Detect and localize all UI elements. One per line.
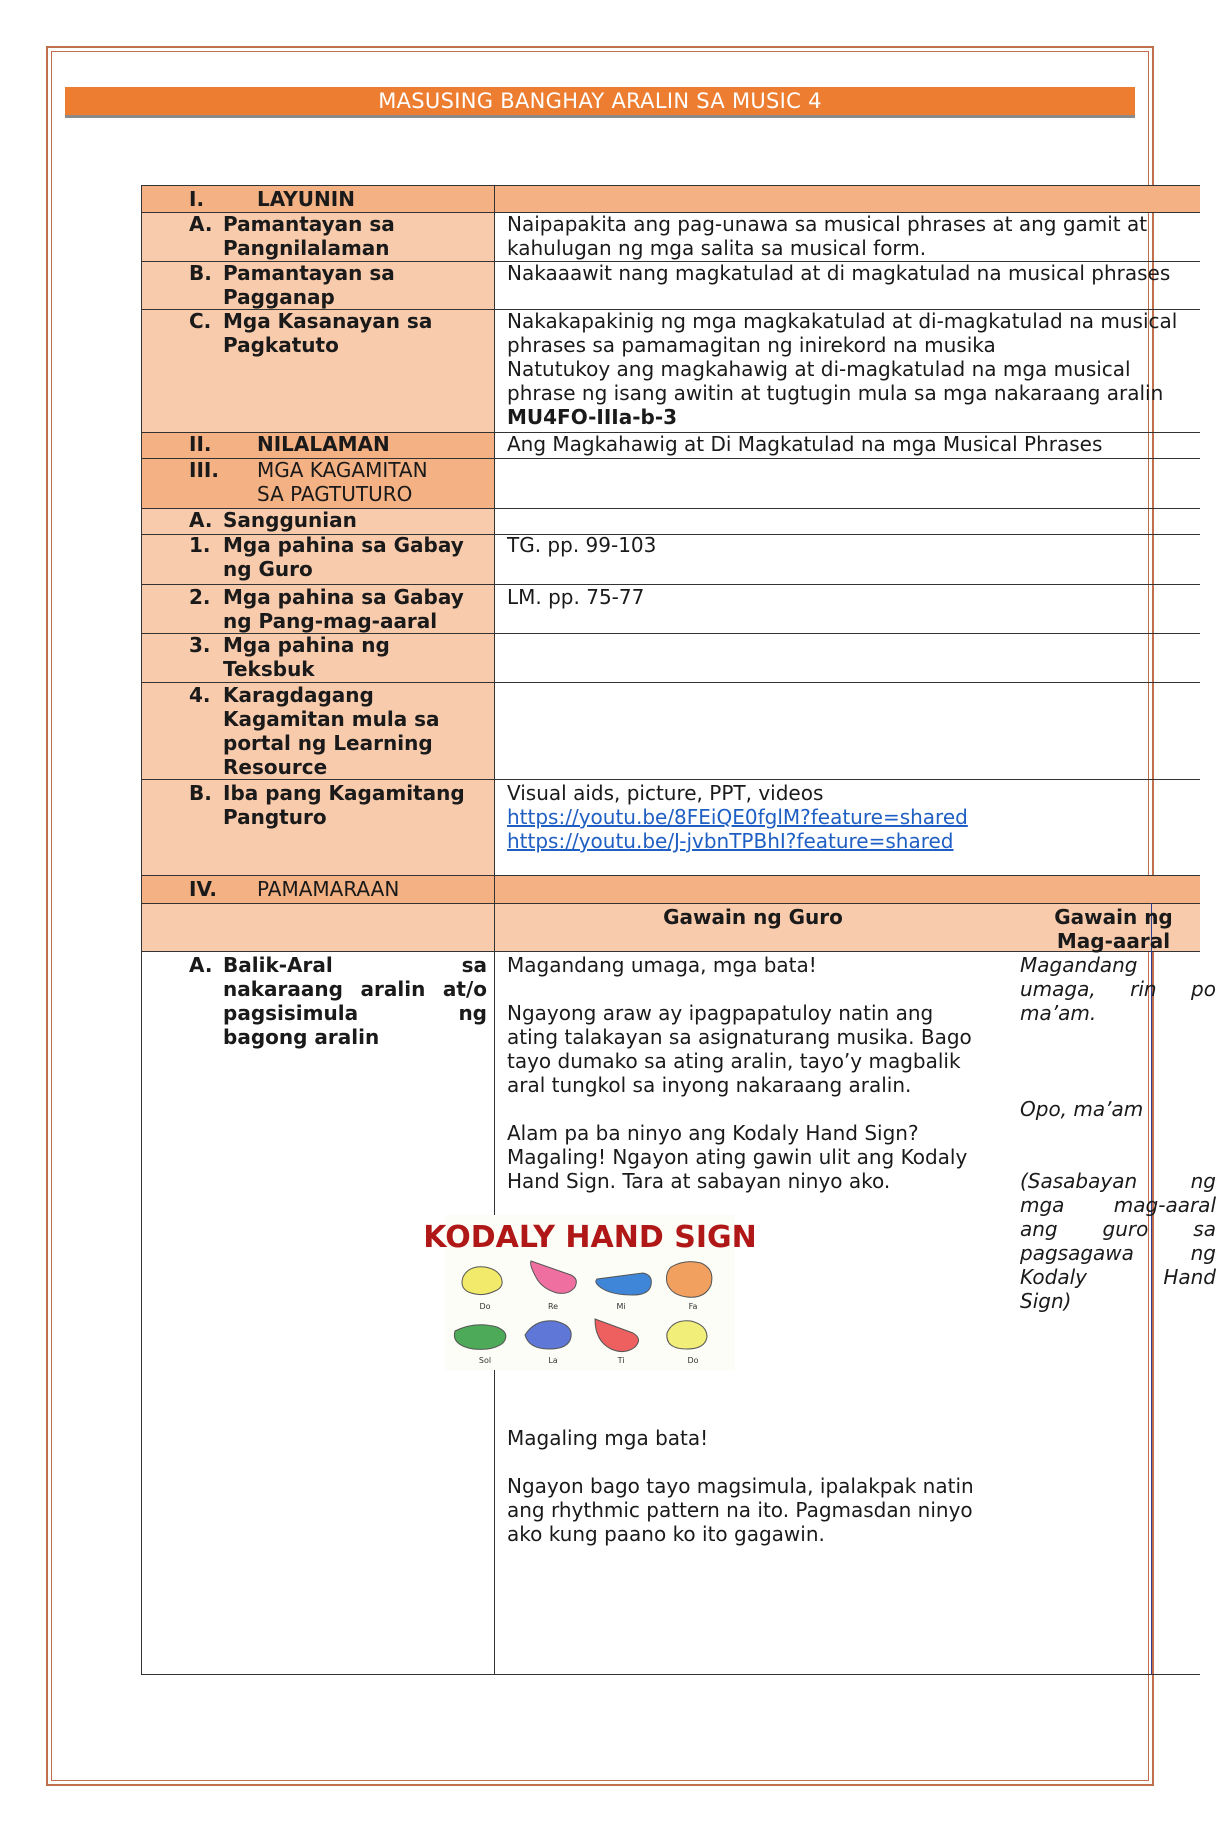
- nilalaman-text: Ang Magkahawig at Di Magkatulad na mga Musical Phrases: [507, 432, 1103, 456]
- row-karagdagang-label: 4. Karagdagang Kagamitan mula sa portal ng Learning Resource: [189, 683, 440, 779]
- gawain-guro-content: Magandang umaga, mga bata! Ngayong araw ay ipagpapatuloy natin ang ating talakayan sa asignaturang musika. Bago tayo dumako sa ating aralin, tayo’y magbalik aral tungkol sa inyong nakaraang aralin. Alam pa ba ninyo ang Kodaly Hand Sign? Magaling! Ngayon ating gawin ulit ang Kodaly Hand Sign. Tara at sabayan ninyo ako.: [507, 953, 972, 1193]
- hand-sol-icon: [454, 1325, 506, 1350]
- row-nilalaman-label: II. NILALAMAN: [189, 432, 390, 456]
- note-label-re: Re: [547, 1302, 559, 1311]
- row-pamantayan-nilalaman-label: A. Pamantayan sa Pangnilalaman: [189, 212, 395, 260]
- hand-do-high-icon: [667, 1321, 707, 1349]
- youtube-link-2[interactable]: https://youtu.be/J-jvbnTPBhI?feature=shared: [507, 829, 954, 853]
- kodaly-hand-sign-image: [423, 1215, 757, 1370]
- note-label-ti: Ti: [617, 1356, 625, 1365]
- row-balik-aral-label: A. Balik-Aral sa nakaraang aralin at/o pagsisimula ng bagong aralin: [189, 953, 487, 1049]
- note-label-la: La: [548, 1356, 558, 1365]
- pamantayan-pagganap-text: Nakaaawit nang magkatulad at di magkatulad na musical phrases: [507, 261, 1171, 285]
- note-label-mi: Mi: [616, 1302, 626, 1311]
- row-kasanayan-label: C. Mga Kasanayan sa Pagkatuto: [189, 309, 433, 357]
- competency-code: MU4FO-IIIa-b-3: [507, 405, 678, 429]
- hand-fa-icon: [667, 1262, 712, 1298]
- hand-do-icon: [462, 1267, 502, 1295]
- row-pamamaraan-label: IV. PAMAMARAAN: [189, 877, 400, 901]
- kodaly-title: KODALY HAND SIGN: [423, 1220, 757, 1255]
- row-gabay-guro-label: 1. Mga pahina sa Gabay ng Guro: [189, 533, 464, 581]
- gabay-magaaral-text: LM. pp. 75-77: [507, 585, 645, 609]
- note-label-fa: Fa: [688, 1302, 698, 1311]
- row-teksbuk-label: 3. Mga pahina ng Teksbuk: [189, 633, 390, 681]
- row-sanggunian-label: A. Sanggunian: [189, 508, 357, 532]
- note-label-do: Do: [479, 1302, 491, 1311]
- kasanayan-text: Nakakapakinig ng mga magkakatulad at di-magkatulad na musical phrases sa pamamagitan ng inirekord na musika Natutukoy ang magkahawig at di-magkatulad na mga musical phrase ng isang awitin at tugtugin mula sa mga nakaraang aralin MU4FO-IIIa-b-3: [495, 309, 1200, 429]
- row-kagamitan-label: III. MGA KAGAMITAN SA PAGTUTURO: [189, 458, 428, 506]
- gabay-guro-text: TG. pp. 99-103: [507, 533, 657, 557]
- row-pamantayan-pagganap-label: B. Pamantayan sa Pagganap: [189, 261, 395, 309]
- row-layunin-label: I. LAYUNIN: [189, 187, 355, 211]
- gawain-magaaral-content: Magandang umaga, rin po ma’am. Opo, ma’am (Sasabayan ng mga mag-aaral ang guro sa pagsagawa ng Kodaly Hand Sign): [1020, 953, 1216, 1313]
- iba-pang-text: Visual aids, picture, PPT, videos https://youtu.be/8FEiQE0fglM?feature=shared https://youtu.be/J-jvbnTPBhI?feature=shared: [495, 781, 1200, 853]
- note-label-sol: Sol: [478, 1356, 492, 1365]
- note-label-do-high: Do: [687, 1356, 699, 1365]
- row-gabay-magaaral-label: 2. Mga pahina sa Gabay ng Pang-mag-aaral: [189, 585, 464, 633]
- column-header-guro: Gawain ng Guro: [663, 905, 843, 929]
- youtube-link-1[interactable]: https://youtu.be/8FEiQE0fglM?feature=shared: [507, 805, 968, 829]
- document-title: MASUSING BANGHAY ARALIN SA MUSIC 4: [65, 87, 1135, 115]
- gawain-guro-content-2: Magaling mga bata! Ngayon bago tayo magsimula, ipalakpak natin ang rhythmic pattern na ito. Pagmasdan ninyo ako kung paano ko ito gagawin.: [507, 1426, 974, 1546]
- pamantayan-nilalaman-text: Naipapakita ang pag-unawa sa musical phrases at ang gamit at kahulugan ng mga salita sa musical form.: [507, 212, 1148, 260]
- row-iba-pang-label: B. Iba pang Kagamitang Pangturo: [189, 781, 465, 829]
- column-header-magaaral: Gawain ng Mag-aaral: [1054, 905, 1173, 953]
